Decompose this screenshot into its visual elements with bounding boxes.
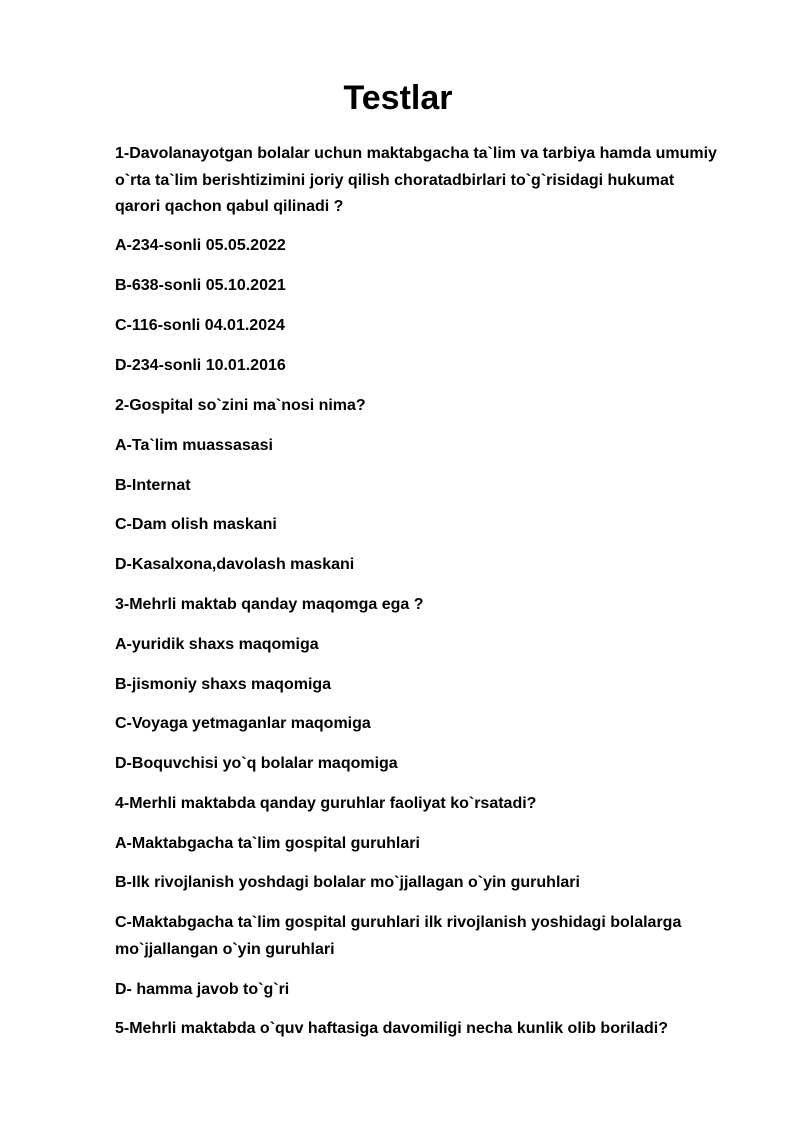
question-5-text: 5-Mehrli maktabda o`quv haftasiga davomiligi necha kunlik olib boriladi? [115, 1020, 668, 1037]
question-3-option-b: B-jismoniy shaxs maqomiga [115, 676, 332, 693]
question-4-option-c [115, 910, 755, 963]
question-3-option-d: D-Boquvchisi yo`q bolalar maqomiga [115, 755, 398, 772]
question-1-line-3: qarori qachon qabul qilinadi ? [115, 198, 344, 215]
question-2-text: 2-Gospital so`zini ma`nosi nima? [115, 397, 366, 414]
question-2-option-b: B-Internat [115, 477, 191, 494]
question-2-option-d: D-Kasalxona,davolash maskani [115, 556, 355, 573]
question-4-option-c-line-2: mo`jjallangan o`yin guruhlari [115, 940, 335, 958]
page-title: Testlar [343, 79, 453, 117]
question-1-line-2: o`rta ta`lim berishtizimini joriy qilish choratadbirlari to`g`risidagi hukumat [115, 171, 675, 189]
question-1-option-c: C-116-sonli 04.01.2024 [115, 317, 285, 334]
question-1-option-a: A-234-sonli 05.05.2022 [115, 237, 286, 254]
question-4-option-d: D- hamma javob to`g`ri [115, 981, 290, 998]
question-3-text: 3-Mehrli maktab qanday maqomga ega ? [115, 596, 424, 613]
question-4-text: 4-Merhli maktabda qanday guruhlar faoliyat ko`rsatadi? [115, 795, 537, 812]
question-1-option-b: B-638-sonli 05.10.2021 [115, 277, 286, 294]
question-4-option-b: B-Ilk rivojlanish yoshdagi bolalar mo`jjallagan o`yin guruhlari [115, 874, 580, 891]
question-3-option-a: A-yuridik shaxs maqomiga [115, 636, 319, 653]
question-1-option-d: D-234-sonli 10.01.2016 [115, 357, 286, 374]
question-1-line-1: 1-Davolanayotgan bolalar uchun maktabgacha ta`lim va tarbiya hamda umumiy [115, 145, 717, 162]
question-3-option-c: C-Voyaga yetmaganlar maqomiga [115, 715, 371, 732]
question-4-option-a: A-Maktabgacha ta`lim gospital guruhlari [115, 835, 420, 852]
question-4-option-c-line-1: C-Maktabgacha ta`lim gospital guruhlari ilk rivojlanish yoshidagi bolalarga [115, 914, 682, 931]
question-1-text [115, 141, 755, 221]
question-2-option-a: A-Ta`lim muassasasi [115, 437, 273, 454]
question-2-option-c: C-Dam olish maskani [115, 516, 277, 533]
